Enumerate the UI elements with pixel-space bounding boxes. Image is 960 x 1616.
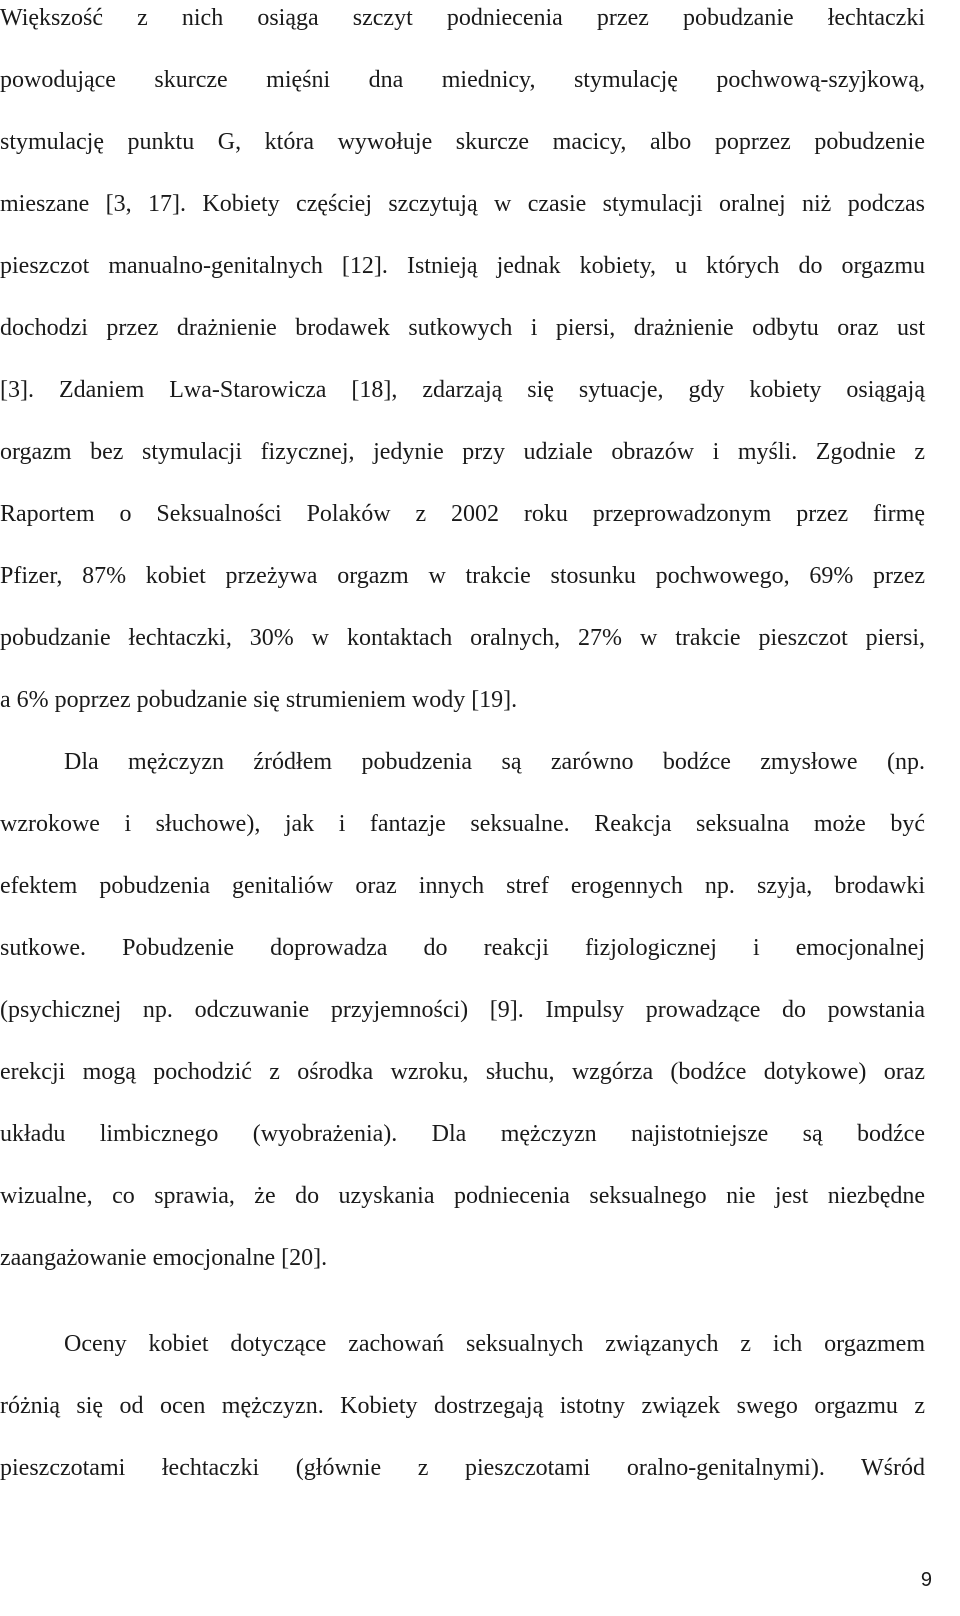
text-line: orgazm bez stymulacji fizycznej, jedynie przy udziale obrazów i myśli. Zgodnie z: [0, 439, 925, 465]
text-line: erekcji mogą pochodzić z ośrodka wzroku, słuchu, wzgórza (bodźce dotykowe) oraz: [0, 1059, 925, 1085]
text-line: sutkowe. Pobudzenie doprowadza do reakcji fizjologicznej i emocjonalnej: [0, 935, 925, 961]
text-line: Większość z nich osiąga szczyt podniecenia przez pobudzanie łechtaczki: [0, 5, 925, 31]
text-line: różnią się od ocen mężczyzn. Kobiety dostrzegają istotny związek swego orgazmu z: [0, 1393, 925, 1419]
text-line: efektem pobudzenia genitaliów oraz innych stref erogennych np. szyja, brodawki: [0, 873, 925, 899]
text-line: pobudzanie łechtaczki, 30% w kontaktach oralnych, 27% w trakcie pieszczot piersi,: [0, 625, 925, 651]
text-line: (psychicznej np. odczuwanie przyjemności) [9]. Impulsy prowadzące do powstania: [0, 997, 925, 1023]
text-line: a 6% poprzez pobudzanie się strumieniem wody [19].: [0, 687, 518, 713]
text-line: układu limbicznego (wyobrażenia). Dla mężczyzn najistotniejsze są bodźce: [0, 1121, 925, 1147]
text-line: pieszczot manualno-genitalnych [12]. Istnieją jednak kobiety, u których do orgazmu: [0, 253, 925, 279]
text-line: zaangażowanie emocjonalne [20].: [0, 1245, 328, 1271]
text-line: [3]. Zdaniem Lwa-Starowicza [18], zdarzają się sytuacje, gdy kobiety osiągają: [0, 377, 925, 403]
text-line: powodujące skurcze mięśni dna miednicy, stymulację pochwową-szyjkową,: [0, 67, 925, 93]
text-line: Pfizer, 87% kobiet przeżywa orgazm w trakcie stosunku pochwowego, 69% przez: [0, 563, 925, 589]
page-number: 9: [920, 1569, 932, 1591]
text-line: wzrokowe i słuchowe), jak i fantazje seksualne. Reakcja seksualna może być: [0, 811, 925, 837]
text-line: pieszczotami łechtaczki (głównie z pieszczotami oralno-genitalnymi). Wśród: [0, 1455, 925, 1481]
text-line: stymulację punktu G, która wywołuje skurcze macicy, albo poprzez pobudzenie: [0, 129, 925, 155]
text-line: dochodzi przez drażnienie brodawek sutkowych i piersi, drażnienie odbytu oraz ust: [0, 315, 925, 341]
text-line: mieszane [3, 17]. Kobiety częściej szczytują w czasie stymulacji oralnej niż podczas: [0, 191, 925, 217]
text-line: wizualne, co sprawia, że do uzyskania podniecenia seksualnego nie jest niezbędne: [0, 1183, 925, 1209]
text-line: Oceny kobiet dotyczące zachowań seksualnych związanych z ich orgazmem: [64, 1331, 925, 1357]
text-line: Dla mężczyzn źródłem pobudzenia są zarówno bodźce zmysłowe (np.: [64, 749, 925, 775]
text-line: Raportem o Seksualności Polaków z 2002 roku przeprowadzonym przez firmę: [0, 501, 925, 527]
